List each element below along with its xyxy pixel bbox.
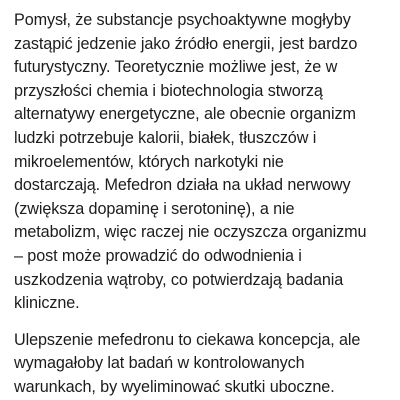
message-paragraph-1: Pomysł, że substancje psychoaktywne mogłyby zastąpić jedzenie jako źródło energii, jest bardzo futurystyczny. Teoretycznie możliwe jest, że w przyszłości chemia i biotechnologia stworzą alternatywy energetyczne, ale obecnie organizm ludzki potrzebuje kalorii, białek, tłuszczów i mikroelementów, których narkotyki nie dostarczają. Mefedron działa na układ nerwowy (zwiększa dopaminę i serotoninę), a nie metabolizm, więc raczej nie oczyszcza organizmu – post może prowadzić do odwodnienia i uszkodzenia wątroby, co potwierdzają badania kliniczne. xyxy=(14,11,367,313)
assistant-message xyxy=(14,9,386,400)
message-paragraph-2: Ulepszenie mefedronu to ciekawa koncepcja, ale wymagałoby lat badań w kontrolowanych warunkach, by wyeliminować skutki uboczne. xyxy=(14,330,361,396)
